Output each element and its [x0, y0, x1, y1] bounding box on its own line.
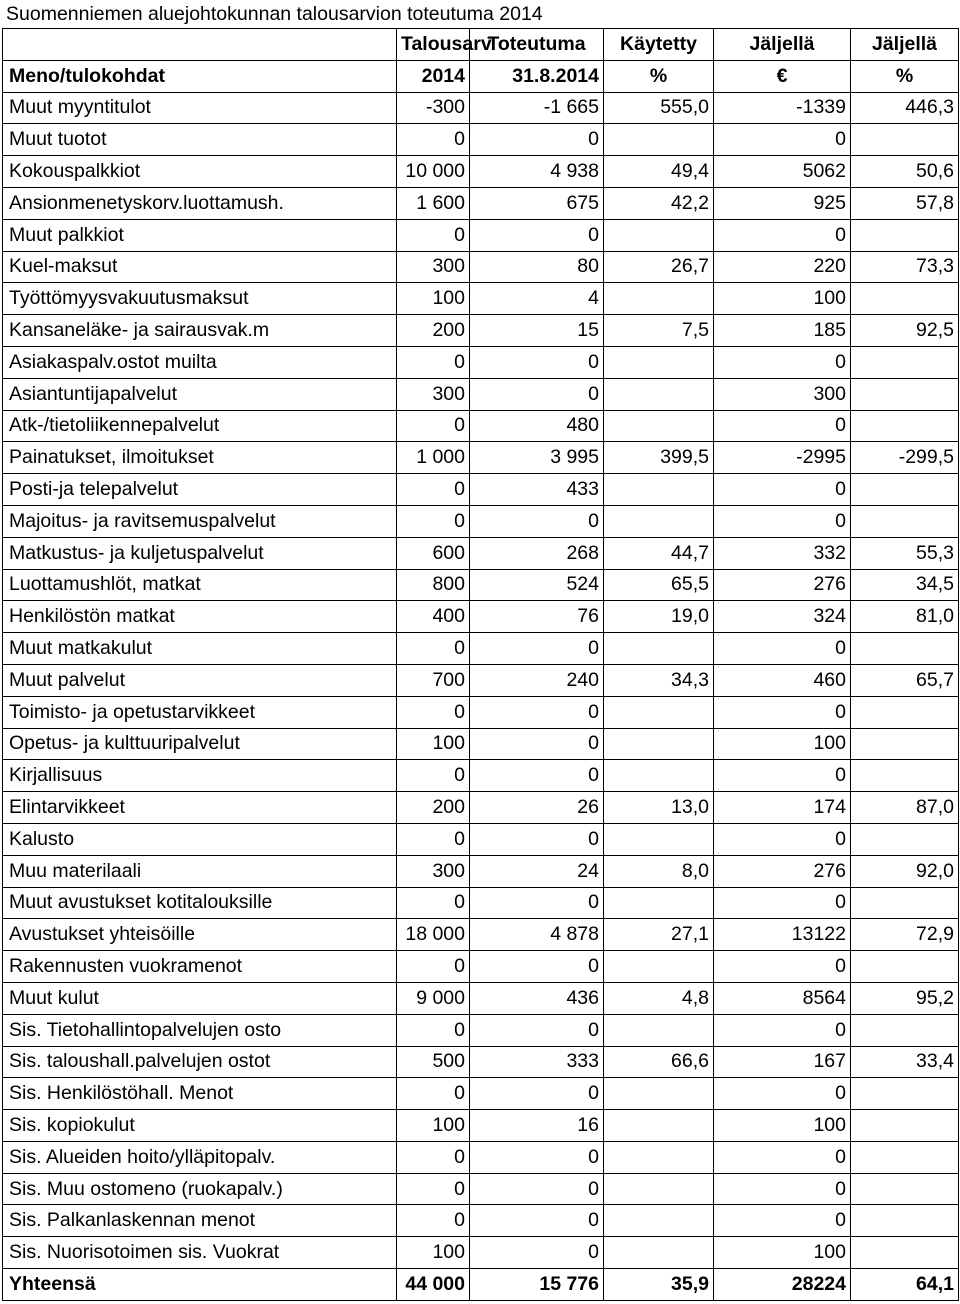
row-label-cell: Kansaneläke- ja sairausvak.m: [3, 315, 397, 347]
value-cell: 0: [470, 887, 604, 919]
value-cell: 800: [397, 569, 470, 601]
value-cell: 0: [714, 1078, 851, 1110]
row-label-cell: Sis. Palkanlaskennan menot: [3, 1205, 397, 1237]
value-cell: 240: [470, 664, 604, 696]
value-cell: 0: [714, 887, 851, 919]
value-cell: 0: [397, 1173, 470, 1205]
value-cell: %: [604, 60, 714, 92]
value-cell: 0: [397, 219, 470, 251]
table-row: [3, 855, 959, 887]
row-label-cell: Painatukset, ilmoitukset: [3, 442, 397, 474]
table-row: [3, 760, 959, 792]
table-row: [3, 346, 959, 378]
value-cell: 0: [397, 951, 470, 983]
table-row: [3, 251, 959, 283]
table-row: [3, 315, 959, 347]
value-cell: 460: [714, 664, 851, 696]
value-cell: 13,0: [604, 792, 714, 824]
row-label-cell: Kirjallisuus: [3, 760, 397, 792]
value-cell: 33,4: [851, 1046, 959, 1078]
value-cell: 0: [397, 760, 470, 792]
table-row: [3, 633, 959, 665]
value-cell: 72,9: [851, 919, 959, 951]
value-cell: [851, 633, 959, 665]
header-row: [3, 29, 959, 61]
table-row: [3, 1046, 959, 1078]
row-label-cell: Atk-/tietoliikennepalvelut: [3, 410, 397, 442]
row-label-cell: Työttömyysvakuutusmaksut: [3, 283, 397, 315]
table-row: [3, 124, 959, 156]
row-label-cell: Toimisto- ja opetustarvikkeet: [3, 696, 397, 728]
value-cell: 55,3: [851, 537, 959, 569]
value-cell: 0: [714, 124, 851, 156]
value-cell: 44,7: [604, 537, 714, 569]
value-cell: [604, 1141, 714, 1173]
row-label-cell: [3, 29, 397, 61]
value-cell: 0: [714, 474, 851, 506]
row-label-cell: Muut kulut: [3, 982, 397, 1014]
value-cell: [604, 1078, 714, 1110]
value-cell: 31.8.2014: [470, 60, 604, 92]
value-cell: 92,0: [851, 855, 959, 887]
table-row: [3, 569, 959, 601]
row-label-cell: Kokouspalkkiot: [3, 156, 397, 188]
table-row: [3, 1110, 959, 1142]
value-cell: 0: [470, 219, 604, 251]
row-label-cell: Asiantuntijapalvelut: [3, 378, 397, 410]
value-cell: €: [714, 60, 851, 92]
value-cell: 50,6: [851, 156, 959, 188]
value-cell: 2014: [397, 60, 470, 92]
value-cell: 0: [470, 1078, 604, 1110]
value-cell: 399,5: [604, 442, 714, 474]
value-cell: 332: [714, 537, 851, 569]
value-cell: 0: [397, 823, 470, 855]
row-label-cell: Sis. kopiokulut: [3, 1110, 397, 1142]
value-cell: [604, 124, 714, 156]
row-label-cell: Muut palkkiot: [3, 219, 397, 251]
value-cell: 276: [714, 855, 851, 887]
table-row: [3, 1205, 959, 1237]
value-cell: [851, 728, 959, 760]
row-label-cell: Yhteensä: [3, 1269, 397, 1301]
table-row: [3, 601, 959, 633]
value-cell: [851, 410, 959, 442]
row-label-cell: Avustukset yhteisöille: [3, 919, 397, 951]
value-cell: 34,5: [851, 569, 959, 601]
table-row: [3, 823, 959, 855]
table-row: [3, 1014, 959, 1046]
value-cell: 4: [470, 283, 604, 315]
value-cell: 0: [714, 823, 851, 855]
value-cell: 300: [397, 855, 470, 887]
value-cell: 100: [397, 728, 470, 760]
table-row: [3, 410, 959, 442]
row-label-cell: Sis. taloushall.palvelujen ostot: [3, 1046, 397, 1078]
value-cell: [851, 124, 959, 156]
value-cell: 81,0: [851, 601, 959, 633]
table-row: [3, 442, 959, 474]
value-cell: -1 665: [470, 92, 604, 124]
value-cell: 100: [714, 1110, 851, 1142]
value-cell: 0: [397, 474, 470, 506]
table-row: [3, 951, 959, 983]
table-row: [3, 1173, 959, 1205]
value-cell: [604, 633, 714, 665]
table-row: [3, 664, 959, 696]
value-cell: [851, 1141, 959, 1173]
value-cell: 0: [470, 728, 604, 760]
value-cell: 436: [470, 982, 604, 1014]
value-cell: 95,2: [851, 982, 959, 1014]
row-label-cell: Posti-ja telepalvelut: [3, 474, 397, 506]
row-label-cell: Muut myyntitulot: [3, 92, 397, 124]
value-cell: 0: [470, 1141, 604, 1173]
value-cell: 18 000: [397, 919, 470, 951]
table-row: [3, 696, 959, 728]
value-cell: [604, 951, 714, 983]
value-cell: 64,1: [851, 1269, 959, 1301]
value-cell: 0: [397, 1078, 470, 1110]
value-cell: 100: [714, 728, 851, 760]
table-row: [3, 283, 959, 315]
value-cell: 4 878: [470, 919, 604, 951]
row-label-cell: Sis. Nuorisotoimen sis. Vuokrat: [3, 1237, 397, 1269]
value-cell: 19,0: [604, 601, 714, 633]
value-cell: 0: [714, 760, 851, 792]
value-cell: 100: [397, 1110, 470, 1142]
row-label-cell: Kuel-maksut: [3, 251, 397, 283]
value-cell: Käytetty: [604, 29, 714, 61]
row-label-cell: Asiakaspalv.ostot muilta: [3, 346, 397, 378]
value-cell: [604, 1173, 714, 1205]
value-cell: 0: [714, 505, 851, 537]
value-cell: 100: [714, 283, 851, 315]
value-cell: 0: [470, 124, 604, 156]
value-cell: 27,1: [604, 919, 714, 951]
value-cell: 57,8: [851, 187, 959, 219]
value-cell: 0: [470, 696, 604, 728]
value-cell: 80: [470, 251, 604, 283]
row-label-cell: Muut palvelut: [3, 664, 397, 696]
value-cell: 400: [397, 601, 470, 633]
value-cell: 324: [714, 601, 851, 633]
row-label-cell: Muut avustukset kotitalouksille: [3, 887, 397, 919]
value-cell: 7,5: [604, 315, 714, 347]
table-row: [3, 156, 959, 188]
value-cell: 13122: [714, 919, 851, 951]
value-cell: [851, 1237, 959, 1269]
value-cell: 34,3: [604, 664, 714, 696]
row-label-cell: Sis. Henkilöstöhall. Menot: [3, 1078, 397, 1110]
value-cell: [604, 346, 714, 378]
value-cell: [604, 1110, 714, 1142]
value-cell: 0: [397, 1205, 470, 1237]
value-cell: 446,3: [851, 92, 959, 124]
value-cell: [851, 219, 959, 251]
value-cell: 925: [714, 187, 851, 219]
value-cell: 0: [470, 633, 604, 665]
total-row: [3, 1269, 959, 1301]
value-cell: 28224: [714, 1269, 851, 1301]
value-cell: 0: [470, 505, 604, 537]
value-cell: [851, 760, 959, 792]
value-cell: 220: [714, 251, 851, 283]
value-cell: 300: [714, 378, 851, 410]
value-cell: 49,4: [604, 156, 714, 188]
value-cell: 4 938: [470, 156, 604, 188]
value-cell: 8,0: [604, 855, 714, 887]
value-cell: 0: [470, 760, 604, 792]
value-cell: 167: [714, 1046, 851, 1078]
value-cell: 15 776: [470, 1269, 604, 1301]
value-cell: Talousarv: [397, 29, 470, 61]
value-cell: 0: [714, 1205, 851, 1237]
value-cell: 200: [397, 315, 470, 347]
value-cell: 10 000: [397, 156, 470, 188]
value-cell: [604, 1237, 714, 1269]
value-cell: [851, 1173, 959, 1205]
row-label-cell: Rakennusten vuokramenot: [3, 951, 397, 983]
value-cell: 100: [397, 283, 470, 315]
row-label-cell: Luottamushlöt, matkat: [3, 569, 397, 601]
value-cell: [851, 1110, 959, 1142]
value-cell: 26,7: [604, 251, 714, 283]
value-cell: 4,8: [604, 982, 714, 1014]
value-cell: 675: [470, 187, 604, 219]
value-cell: 500: [397, 1046, 470, 1078]
value-cell: 35,9: [604, 1269, 714, 1301]
value-cell: [851, 378, 959, 410]
value-cell: Jäljellä: [851, 29, 959, 61]
value-cell: 3 995: [470, 442, 604, 474]
value-cell: 87,0: [851, 792, 959, 824]
value-cell: 92,5: [851, 315, 959, 347]
row-label-cell: Ansionmenetyskorv.luottamush.: [3, 187, 397, 219]
value-cell: [604, 219, 714, 251]
row-label-cell: Muut tuotot: [3, 124, 397, 156]
value-cell: 1 600: [397, 187, 470, 219]
value-cell: 0: [470, 1205, 604, 1237]
value-cell: -299,5: [851, 442, 959, 474]
value-cell: Jäljellä: [714, 29, 851, 61]
value-cell: 0: [714, 696, 851, 728]
value-cell: [851, 823, 959, 855]
row-label-cell: Muu materilaali: [3, 855, 397, 887]
value-cell: 42,2: [604, 187, 714, 219]
value-cell: 24: [470, 855, 604, 887]
value-cell: [604, 696, 714, 728]
value-cell: 100: [397, 1237, 470, 1269]
table-row: [3, 982, 959, 1014]
value-cell: 8564: [714, 982, 851, 1014]
table-row: [3, 728, 959, 760]
value-cell: [604, 505, 714, 537]
value-cell: [851, 887, 959, 919]
row-label-cell: Opetus- ja kulttuuripalvelut: [3, 728, 397, 760]
table-row: [3, 792, 959, 824]
row-label-cell: Sis. Muu ostomeno (ruokapalv.): [3, 1173, 397, 1205]
value-cell: 524: [470, 569, 604, 601]
value-cell: [851, 346, 959, 378]
value-cell: 0: [470, 378, 604, 410]
value-cell: 185: [714, 315, 851, 347]
header-row: [3, 60, 959, 92]
table-row: [3, 378, 959, 410]
value-cell: [851, 696, 959, 728]
value-cell: 0: [470, 1237, 604, 1269]
value-cell: [604, 378, 714, 410]
value-cell: [851, 951, 959, 983]
row-label-cell: Majoitus- ja ravitsemuspalvelut: [3, 505, 397, 537]
value-cell: 300: [397, 378, 470, 410]
value-cell: %: [851, 60, 959, 92]
value-cell: 73,3: [851, 251, 959, 283]
value-cell: 0: [397, 1014, 470, 1046]
row-label-cell: Sis. Tietohallintopalvelujen osto: [3, 1014, 397, 1046]
budget-table-body: [3, 29, 959, 1301]
table-row: [3, 1078, 959, 1110]
value-cell: [604, 760, 714, 792]
value-cell: [604, 887, 714, 919]
value-cell: 276: [714, 569, 851, 601]
value-cell: 0: [397, 346, 470, 378]
table-row: [3, 537, 959, 569]
value-cell: 0: [714, 219, 851, 251]
table-row: [3, 887, 959, 919]
value-cell: 555,0: [604, 92, 714, 124]
row-label-cell: Muut matkakulut: [3, 633, 397, 665]
value-cell: 65,7: [851, 664, 959, 696]
value-cell: [604, 823, 714, 855]
row-label-cell: Elintarvikkeet: [3, 792, 397, 824]
value-cell: [851, 474, 959, 506]
table-row: [3, 219, 959, 251]
value-cell: 174: [714, 792, 851, 824]
value-cell: 0: [470, 823, 604, 855]
value-cell: 15: [470, 315, 604, 347]
value-cell: -2995: [714, 442, 851, 474]
document-title: Suomenniemen aluejohtokunnan talousarvion toteutuma 2014: [6, 3, 543, 25]
value-cell: 333: [470, 1046, 604, 1078]
value-cell: 600: [397, 537, 470, 569]
value-cell: 0: [714, 346, 851, 378]
value-cell: 0: [714, 1014, 851, 1046]
value-cell: 5062: [714, 156, 851, 188]
value-cell: 26: [470, 792, 604, 824]
value-cell: 0: [714, 951, 851, 983]
value-cell: 100: [714, 1237, 851, 1269]
value-cell: 480: [470, 410, 604, 442]
value-cell: 0: [397, 1141, 470, 1173]
value-cell: 9 000: [397, 982, 470, 1014]
value-cell: -300: [397, 92, 470, 124]
value-cell: 0: [470, 1014, 604, 1046]
row-label-cell: Matkustus- ja kuljetuspalvelut: [3, 537, 397, 569]
value-cell: 0: [470, 1173, 604, 1205]
row-label-cell: Meno/tulokohdat: [3, 60, 397, 92]
table-row: [3, 1237, 959, 1269]
value-cell: [604, 1205, 714, 1237]
table-row: [3, 505, 959, 537]
value-cell: 76: [470, 601, 604, 633]
value-cell: 0: [714, 1141, 851, 1173]
value-cell: 0: [397, 887, 470, 919]
value-cell: 0: [397, 410, 470, 442]
value-cell: [851, 1014, 959, 1046]
value-cell: [604, 283, 714, 315]
value-cell: [851, 1078, 959, 1110]
table-row: [3, 1141, 959, 1173]
value-cell: 0: [397, 696, 470, 728]
value-cell: 700: [397, 664, 470, 696]
value-cell: 65,5: [604, 569, 714, 601]
value-cell: [851, 505, 959, 537]
value-cell: Toteutuma: [470, 29, 604, 61]
row-label-cell: Kalusto: [3, 823, 397, 855]
value-cell: 44 000: [397, 1269, 470, 1301]
value-cell: 0: [714, 1173, 851, 1205]
value-cell: [604, 1014, 714, 1046]
table-row: [3, 474, 959, 506]
value-cell: 0: [397, 633, 470, 665]
value-cell: 0: [470, 346, 604, 378]
value-cell: [604, 728, 714, 760]
row-label-cell: Sis. Alueiden hoito/ylläpitopalv.: [3, 1141, 397, 1173]
value-cell: [604, 410, 714, 442]
value-cell: 268: [470, 537, 604, 569]
value-cell: [851, 1205, 959, 1237]
value-cell: 0: [397, 124, 470, 156]
value-cell: 300: [397, 251, 470, 283]
value-cell: -1339: [714, 92, 851, 124]
value-cell: 0: [714, 633, 851, 665]
table-row: [3, 919, 959, 951]
budget-table: [2, 28, 959, 1301]
value-cell: 16: [470, 1110, 604, 1142]
table-row: [3, 92, 959, 124]
value-cell: 0: [397, 505, 470, 537]
value-cell: 0: [470, 951, 604, 983]
table-row: [3, 187, 959, 219]
value-cell: [604, 474, 714, 506]
value-cell: 0: [714, 410, 851, 442]
value-cell: 66,6: [604, 1046, 714, 1078]
row-label-cell: Henkilöstön matkat: [3, 601, 397, 633]
value-cell: 1 000: [397, 442, 470, 474]
value-cell: [851, 283, 959, 315]
value-cell: 200: [397, 792, 470, 824]
value-cell: 433: [470, 474, 604, 506]
